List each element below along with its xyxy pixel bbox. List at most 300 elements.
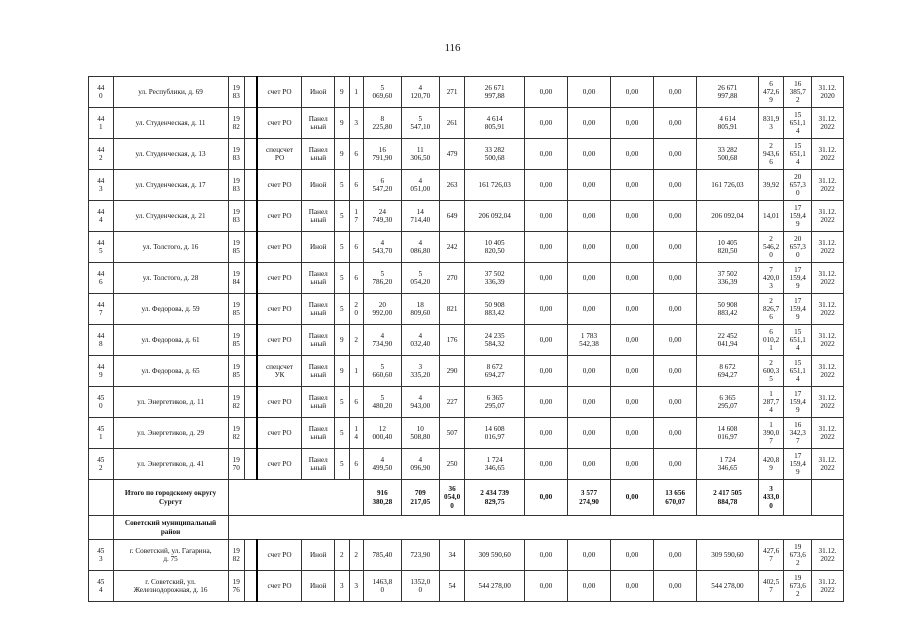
cell-addr: ул. Энергетиков, д. 41 (113, 449, 228, 480)
cell-f2: 0,00 (567, 356, 610, 387)
cell-s1: 7 420,0 3 (758, 263, 784, 294)
cell-f1: 0,00 (524, 77, 567, 108)
cell-cost: 33 282 500,68 (465, 139, 524, 170)
table-row (89, 356, 844, 387)
cell-mat: Панел ьный (302, 294, 335, 325)
cell-a2: 723,90 (401, 540, 439, 571)
cell-mat: Панел ьный (302, 108, 335, 139)
cell-f1: 0,00 (524, 325, 567, 356)
cell-f4: 0,00 (654, 356, 697, 387)
cell-f4: 0,00 (654, 139, 697, 170)
cell-fl: 5 (335, 263, 349, 294)
cell-f3: 0,00 (611, 418, 654, 449)
cell-res: 242 (439, 232, 465, 263)
cell-f5: 544 278,00 (697, 571, 759, 602)
cell-n: 44 1 (89, 108, 114, 139)
cell-f2: 0,00 (567, 108, 610, 139)
cell-f5: 10 405 820,50 (697, 232, 759, 263)
table-row (89, 139, 844, 170)
cell-f3: 0,00 (611, 108, 654, 139)
page-number: 116 (444, 42, 461, 54)
cell-s2: 19 673,6 2 (784, 540, 812, 571)
cell-n: 44 6 (89, 263, 114, 294)
cell-f1: 0,00 (524, 263, 567, 294)
cell-empty (244, 108, 256, 139)
subtotal-f3: 0,00 (611, 480, 654, 516)
cell-f1: 0,00 (524, 571, 567, 602)
cell-addr: ул. Энергетиков, д. 29 (113, 418, 228, 449)
cell-empty (244, 449, 256, 480)
cell-date: 31.12. 2022 (812, 356, 844, 387)
cell-a1: 6 547,20 (363, 170, 401, 201)
cell-s2: 17 159,4 9 (784, 449, 812, 480)
cell-res: 261 (439, 108, 465, 139)
cell-f3: 0,00 (611, 325, 654, 356)
cell-res: 507 (439, 418, 465, 449)
cell-fund: счет РО (257, 201, 302, 232)
cell-n: 45 1 (89, 418, 114, 449)
cell-res: 227 (439, 387, 465, 418)
cell-a2: 5 054,20 (401, 263, 439, 294)
cell-cost: 14 608 016,97 (465, 418, 524, 449)
subtotal-row (89, 480, 844, 516)
subtotal-f1: 0,00 (524, 480, 567, 516)
cell-f2: 0,00 (567, 387, 610, 418)
cell-ent: 6 (349, 449, 363, 480)
cell-n: 45 3 (89, 540, 114, 571)
cell-empty (244, 170, 256, 201)
cell-yr: 19 84 (228, 263, 244, 294)
cell-a2: 5 547,10 (401, 108, 439, 139)
cell-fund: счет РО (257, 387, 302, 418)
cell-yr: 19 70 (228, 449, 244, 480)
cell-f1: 0,00 (524, 232, 567, 263)
cell-yr: 19 83 (228, 170, 244, 201)
cell-fund: счет РО (257, 325, 302, 356)
cell-fl: 5 (335, 201, 349, 232)
cell-addr: ул. Студенческая, д. 13 (113, 139, 228, 170)
cell-cost: 206 092,04 (465, 201, 524, 232)
cell-addr: ул. Студенческая, д. 17 (113, 170, 228, 201)
cell-s2: 15 651,1 4 (784, 139, 812, 170)
cell-a1: 785,40 (363, 540, 401, 571)
cell-date: 31.12. 2022 (812, 571, 844, 602)
table-row (89, 108, 844, 139)
cell-addr: ул. Федорова, д. 65 (113, 356, 228, 387)
cell-f5: 33 282 500,68 (697, 139, 759, 170)
cell-a2: 11 306,50 (401, 139, 439, 170)
cell-cost: 37 502 336,39 (465, 263, 524, 294)
cell-cost: 24 235 584,32 (465, 325, 524, 356)
cell-fund: счет РО (257, 449, 302, 480)
cell-addr: ул. Федорова, д. 61 (113, 325, 228, 356)
table-row (89, 263, 844, 294)
cell-date: 31.12. 2022 (812, 325, 844, 356)
cell-n: 44 5 (89, 232, 114, 263)
cell-ent: 3 (349, 571, 363, 602)
cell-f1: 0,00 (524, 201, 567, 232)
cell-res: 34 (439, 540, 465, 571)
cell-f4: 0,00 (654, 571, 697, 602)
cell-fl: 9 (335, 77, 349, 108)
cell-fund: счет РО (257, 77, 302, 108)
cell-fund: счет РО (257, 263, 302, 294)
cell-mat: Иной (302, 77, 335, 108)
table-row (89, 201, 844, 232)
cell-s2: 20 657,3 0 (784, 170, 812, 201)
cell-f1: 0,00 (524, 294, 567, 325)
cell-a2: 4 096,90 (401, 449, 439, 480)
cell-mat: Панел ьный (302, 139, 335, 170)
cell-cost: 8 672 694,27 (465, 356, 524, 387)
cell-ent: 2 (349, 325, 363, 356)
cell-date: 31.12. 2022 (812, 170, 844, 201)
cell-empty (244, 387, 256, 418)
cell-s2: 15 651,1 4 (784, 356, 812, 387)
cell-f4: 0,00 (654, 77, 697, 108)
table-row (89, 325, 844, 356)
cell-date: 31.12. 2022 (812, 540, 844, 571)
cell-empty (244, 325, 256, 356)
cell-n: 45 2 (89, 449, 114, 480)
cell-fund: счет РО (257, 294, 302, 325)
cell-f5: 14 608 016,97 (697, 418, 759, 449)
cell-a1: 16 791,90 (363, 139, 401, 170)
cell-n: 44 7 (89, 294, 114, 325)
cell-f1: 0,00 (524, 540, 567, 571)
table-row (89, 540, 844, 571)
cell-mat: Панел ьный (302, 263, 335, 294)
table-row (89, 170, 844, 201)
cell-f5: 6 365 295,07 (697, 387, 759, 418)
cell-yr: 19 82 (228, 387, 244, 418)
cell-s1: 2 546,2 0 (758, 232, 784, 263)
cell-f4: 0,00 (654, 325, 697, 356)
cell-cost: 10 405 820,50 (465, 232, 524, 263)
cell-addr: г. Советский, ул. Железнодорожная, д. 16 (113, 571, 228, 602)
cell-yr: 19 83 (228, 201, 244, 232)
cell-yr: 19 83 (228, 139, 244, 170)
cell-res: 271 (439, 77, 465, 108)
cell-date: 31.12. 2020 (812, 77, 844, 108)
cell-s2: 17 159,4 9 (784, 387, 812, 418)
cell-addr: ул. Толстого, д. 28 (113, 263, 228, 294)
cell-f2: 0,00 (567, 294, 610, 325)
cell-empty (244, 201, 256, 232)
cell-fund: счет РО (257, 232, 302, 263)
cell-f3: 0,00 (611, 540, 654, 571)
cell-mat: Иной (302, 232, 335, 263)
cell-empty (228, 516, 844, 540)
subtotal-f2: 3 577 274,90 (567, 480, 610, 516)
cell-mat: Панел ьный (302, 201, 335, 232)
cell-cost: 26 671 997,88 (465, 77, 524, 108)
cell-yr: 19 85 (228, 356, 244, 387)
cell-empty (244, 540, 256, 571)
cell-empty (89, 480, 114, 516)
cell-s1: 420,8 9 (758, 449, 784, 480)
cell-date: 31.12. 2022 (812, 232, 844, 263)
cell-f5: 161 726,03 (697, 170, 759, 201)
cell-s1: 2 943,6 6 (758, 139, 784, 170)
cell-mat: Панел ьный (302, 449, 335, 480)
cell-f2: 0,00 (567, 170, 610, 201)
cell-f2: 0,00 (567, 449, 610, 480)
cell-f5: 50 908 883,42 (697, 294, 759, 325)
cell-f1: 0,00 (524, 418, 567, 449)
table-row (89, 418, 844, 449)
cell-empty (244, 263, 256, 294)
cell-ent: 6 (349, 232, 363, 263)
cell-f4: 0,00 (654, 387, 697, 418)
cell-fund: счет РО (257, 170, 302, 201)
cell-date: 31.12. 2022 (812, 201, 844, 232)
cell-ent: 1 4 (349, 418, 363, 449)
housing-repair-table (88, 76, 844, 602)
cell-f1: 0,00 (524, 170, 567, 201)
cell-f4: 0,00 (654, 263, 697, 294)
cell-f1: 0,00 (524, 449, 567, 480)
cell-fund: спецсчет РО (257, 139, 302, 170)
cell-fl: 5 (335, 170, 349, 201)
cell-cost: 4 614 805,91 (465, 108, 524, 139)
cell-a2: 4 943,00 (401, 387, 439, 418)
cell-a1: 20 992,00 (363, 294, 401, 325)
cell-s2: 17 159,4 9 (784, 201, 812, 232)
cell-date: 31.12. 2022 (812, 139, 844, 170)
cell-a2: 18 809,60 (401, 294, 439, 325)
cell-f3: 0,00 (611, 170, 654, 201)
cell-date: 31.12. 2022 (812, 449, 844, 480)
cell-a1: 4 734,90 (363, 325, 401, 356)
cell-f4: 0,00 (654, 294, 697, 325)
cell-n: 44 0 (89, 77, 114, 108)
cell-f2: 0,00 (567, 77, 610, 108)
cell-a1: 8 225,80 (363, 108, 401, 139)
cell-f2: 0,00 (567, 571, 610, 602)
cell-fl: 2 (335, 540, 349, 571)
cell-fl: 5 (335, 449, 349, 480)
cell-date: 31.12. 2022 (812, 294, 844, 325)
cell-res: 649 (439, 201, 465, 232)
cell-fl: 9 (335, 325, 349, 356)
cell-f1: 0,00 (524, 108, 567, 139)
cell-cost: 161 726,03 (465, 170, 524, 201)
cell-yr: 19 85 (228, 294, 244, 325)
cell-fl: 5 (335, 387, 349, 418)
cell-date: 31.12. 2022 (812, 387, 844, 418)
cell-f3: 0,00 (611, 449, 654, 480)
cell-f3: 0,00 (611, 571, 654, 602)
cell-cost: 1 724 346,65 (465, 449, 524, 480)
table-row (89, 294, 844, 325)
cell-s1: 39,92 (758, 170, 784, 201)
cell-addr: ул. Толстого, д. 16 (113, 232, 228, 263)
cell-yr: 19 82 (228, 418, 244, 449)
cell-mat: Панел ьный (302, 418, 335, 449)
cell-a2: 4 051,00 (401, 170, 439, 201)
table-row (89, 449, 844, 480)
table-row (89, 571, 844, 602)
cell-s2: 16 385,7 2 (784, 77, 812, 108)
subtotal-a1: 916 380,28 (363, 480, 401, 516)
cell-f4: 0,00 (654, 418, 697, 449)
cell-a2: 3 335,20 (401, 356, 439, 387)
cell-f3: 0,00 (611, 356, 654, 387)
cell-res: 176 (439, 325, 465, 356)
cell-fl: 5 (335, 232, 349, 263)
cell-f4: 0,00 (654, 108, 697, 139)
cell-empty (244, 294, 256, 325)
cell-f4: 0,00 (654, 170, 697, 201)
cell-a2: 4 120,70 (401, 77, 439, 108)
cell-a1: 5 480,20 (363, 387, 401, 418)
cell-yr: 19 76 (228, 571, 244, 602)
cell-f3: 0,00 (611, 263, 654, 294)
cell-ent: 6 (349, 263, 363, 294)
table-row (89, 387, 844, 418)
subtotal-res: 36 054,0 0 (439, 480, 465, 516)
cell-f5: 26 671 997,88 (697, 77, 759, 108)
cell-f2: 0,00 (567, 418, 610, 449)
cell-f3: 0,00 (611, 77, 654, 108)
cell-f2: 0,00 (567, 201, 610, 232)
cell-empty (89, 516, 114, 540)
cell-res: 270 (439, 263, 465, 294)
cell-s2: 17 159,4 9 (784, 263, 812, 294)
subtotal-a2: 709 217,05 (401, 480, 439, 516)
cell-s2: 15 651,1 4 (784, 108, 812, 139)
cell-f5: 8 672 694,27 (697, 356, 759, 387)
cell-f3: 0,00 (611, 139, 654, 170)
cell-mat: Иной (302, 571, 335, 602)
cell-cost: 544 278,00 (465, 571, 524, 602)
cell-f1: 0,00 (524, 356, 567, 387)
cell-f3: 0,00 (611, 232, 654, 263)
cell-ent: 1 7 (349, 201, 363, 232)
cell-f5: 206 092,04 (697, 201, 759, 232)
cell-f5: 4 614 805,91 (697, 108, 759, 139)
cell-f5: 309 590,60 (697, 540, 759, 571)
cell-f1: 0,00 (524, 387, 567, 418)
cell-addr: ул. Энергетиков, д. 11 (113, 387, 228, 418)
cell-empty (244, 77, 256, 108)
cell-cost: 6 365 295,07 (465, 387, 524, 418)
cell-n: 44 3 (89, 170, 114, 201)
cell-a2: 10 508,80 (401, 418, 439, 449)
subtotal-s1: 3 433,0 0 (758, 480, 784, 516)
cell-empty (244, 139, 256, 170)
cell-empty (244, 571, 256, 602)
cell-a1: 12 000,40 (363, 418, 401, 449)
cell-n: 45 0 (89, 387, 114, 418)
cell-mat: Панел ьный (302, 356, 335, 387)
cell-f4: 0,00 (654, 540, 697, 571)
cell-s2: 16 342,3 7 (784, 418, 812, 449)
cell-addr: ул. Студенческая, д. 11 (113, 108, 228, 139)
cell-addr: ул. Студенческая, д. 21 (113, 201, 228, 232)
subtotal-label: Итого по городскому округу Сургут (113, 480, 228, 516)
cell-s2: 17 159,4 9 (784, 294, 812, 325)
cell-s1: 2 826,7 6 (758, 294, 784, 325)
cell-res: 821 (439, 294, 465, 325)
cell-empty (228, 480, 363, 516)
cell-n: 44 8 (89, 325, 114, 356)
cell-ent: 6 (349, 170, 363, 201)
cell-s2: 19 673,6 2 (784, 571, 812, 602)
cell-fl: 9 (335, 108, 349, 139)
cell-a1: 4 499,50 (363, 449, 401, 480)
cell-a1: 5 069,60 (363, 77, 401, 108)
cell-fl: 5 (335, 294, 349, 325)
cell-ent: 6 (349, 387, 363, 418)
cell-f3: 0,00 (611, 387, 654, 418)
cell-yr: 19 82 (228, 108, 244, 139)
cell-fund: счет РО (257, 108, 302, 139)
cell-empty (244, 356, 256, 387)
cell-s1: 2 600,3 5 (758, 356, 784, 387)
cell-f5: 37 502 336,39 (697, 263, 759, 294)
table-row (89, 77, 844, 108)
subtotal-f5: 2 417 505 884,78 (697, 480, 759, 516)
cell-a1: 1463,8 0 (363, 571, 401, 602)
cell-s1: 402,5 7 (758, 571, 784, 602)
cell-f2: 0,00 (567, 139, 610, 170)
cell-mat: Панел ьный (302, 387, 335, 418)
cell-fl: 9 (335, 356, 349, 387)
cell-f3: 0,00 (611, 201, 654, 232)
cell-date: 31.12. 2022 (812, 418, 844, 449)
cell-res: 290 (439, 356, 465, 387)
cell-res: 54 (439, 571, 465, 602)
cell-n: 44 4 (89, 201, 114, 232)
cell-s1: 6 472,6 9 (758, 77, 784, 108)
cell-ent: 6 (349, 139, 363, 170)
subtotal-f4: 13 656 670,07 (654, 480, 697, 516)
cell-addr: ул. Федорова, д. 59 (113, 294, 228, 325)
cell-ent: 3 (349, 108, 363, 139)
cell-ent: 2 (349, 540, 363, 571)
cell-date: 31.12. 2022 (812, 263, 844, 294)
cell-empty (244, 418, 256, 449)
cell-s2: 15 651,1 4 (784, 325, 812, 356)
cell-yr: 19 85 (228, 232, 244, 263)
cell-res: 479 (439, 139, 465, 170)
cell-cost: 50 908 883,42 (465, 294, 524, 325)
cell-ent: 2 0 (349, 294, 363, 325)
cell-fl: 5 (335, 418, 349, 449)
cell-empty (244, 232, 256, 263)
cell-fund: спецсчет УК (257, 356, 302, 387)
cell-fl: 3 (335, 571, 349, 602)
cell-s1: 831,9 3 (758, 108, 784, 139)
cell-res: 250 (439, 449, 465, 480)
cell-f3: 0,00 (611, 294, 654, 325)
cell-s1: 6 010,2 1 (758, 325, 784, 356)
cell-res: 263 (439, 170, 465, 201)
subtotal-cost: 2 434 739 829,75 (465, 480, 524, 516)
cell-a1: 24 749,30 (363, 201, 401, 232)
cell-f4: 0,00 (654, 201, 697, 232)
cell-a1: 4 543,70 (363, 232, 401, 263)
cell-addr: ул. Республики, д. 69 (113, 77, 228, 108)
cell-f2: 1 783 542,38 (567, 325, 610, 356)
cell-n: 45 4 (89, 571, 114, 602)
cell-f2: 0,00 (567, 540, 610, 571)
cell-cost: 309 590,60 (465, 540, 524, 571)
cell-a2: 1352,0 0 (401, 571, 439, 602)
cell-s1: 14,01 (758, 201, 784, 232)
